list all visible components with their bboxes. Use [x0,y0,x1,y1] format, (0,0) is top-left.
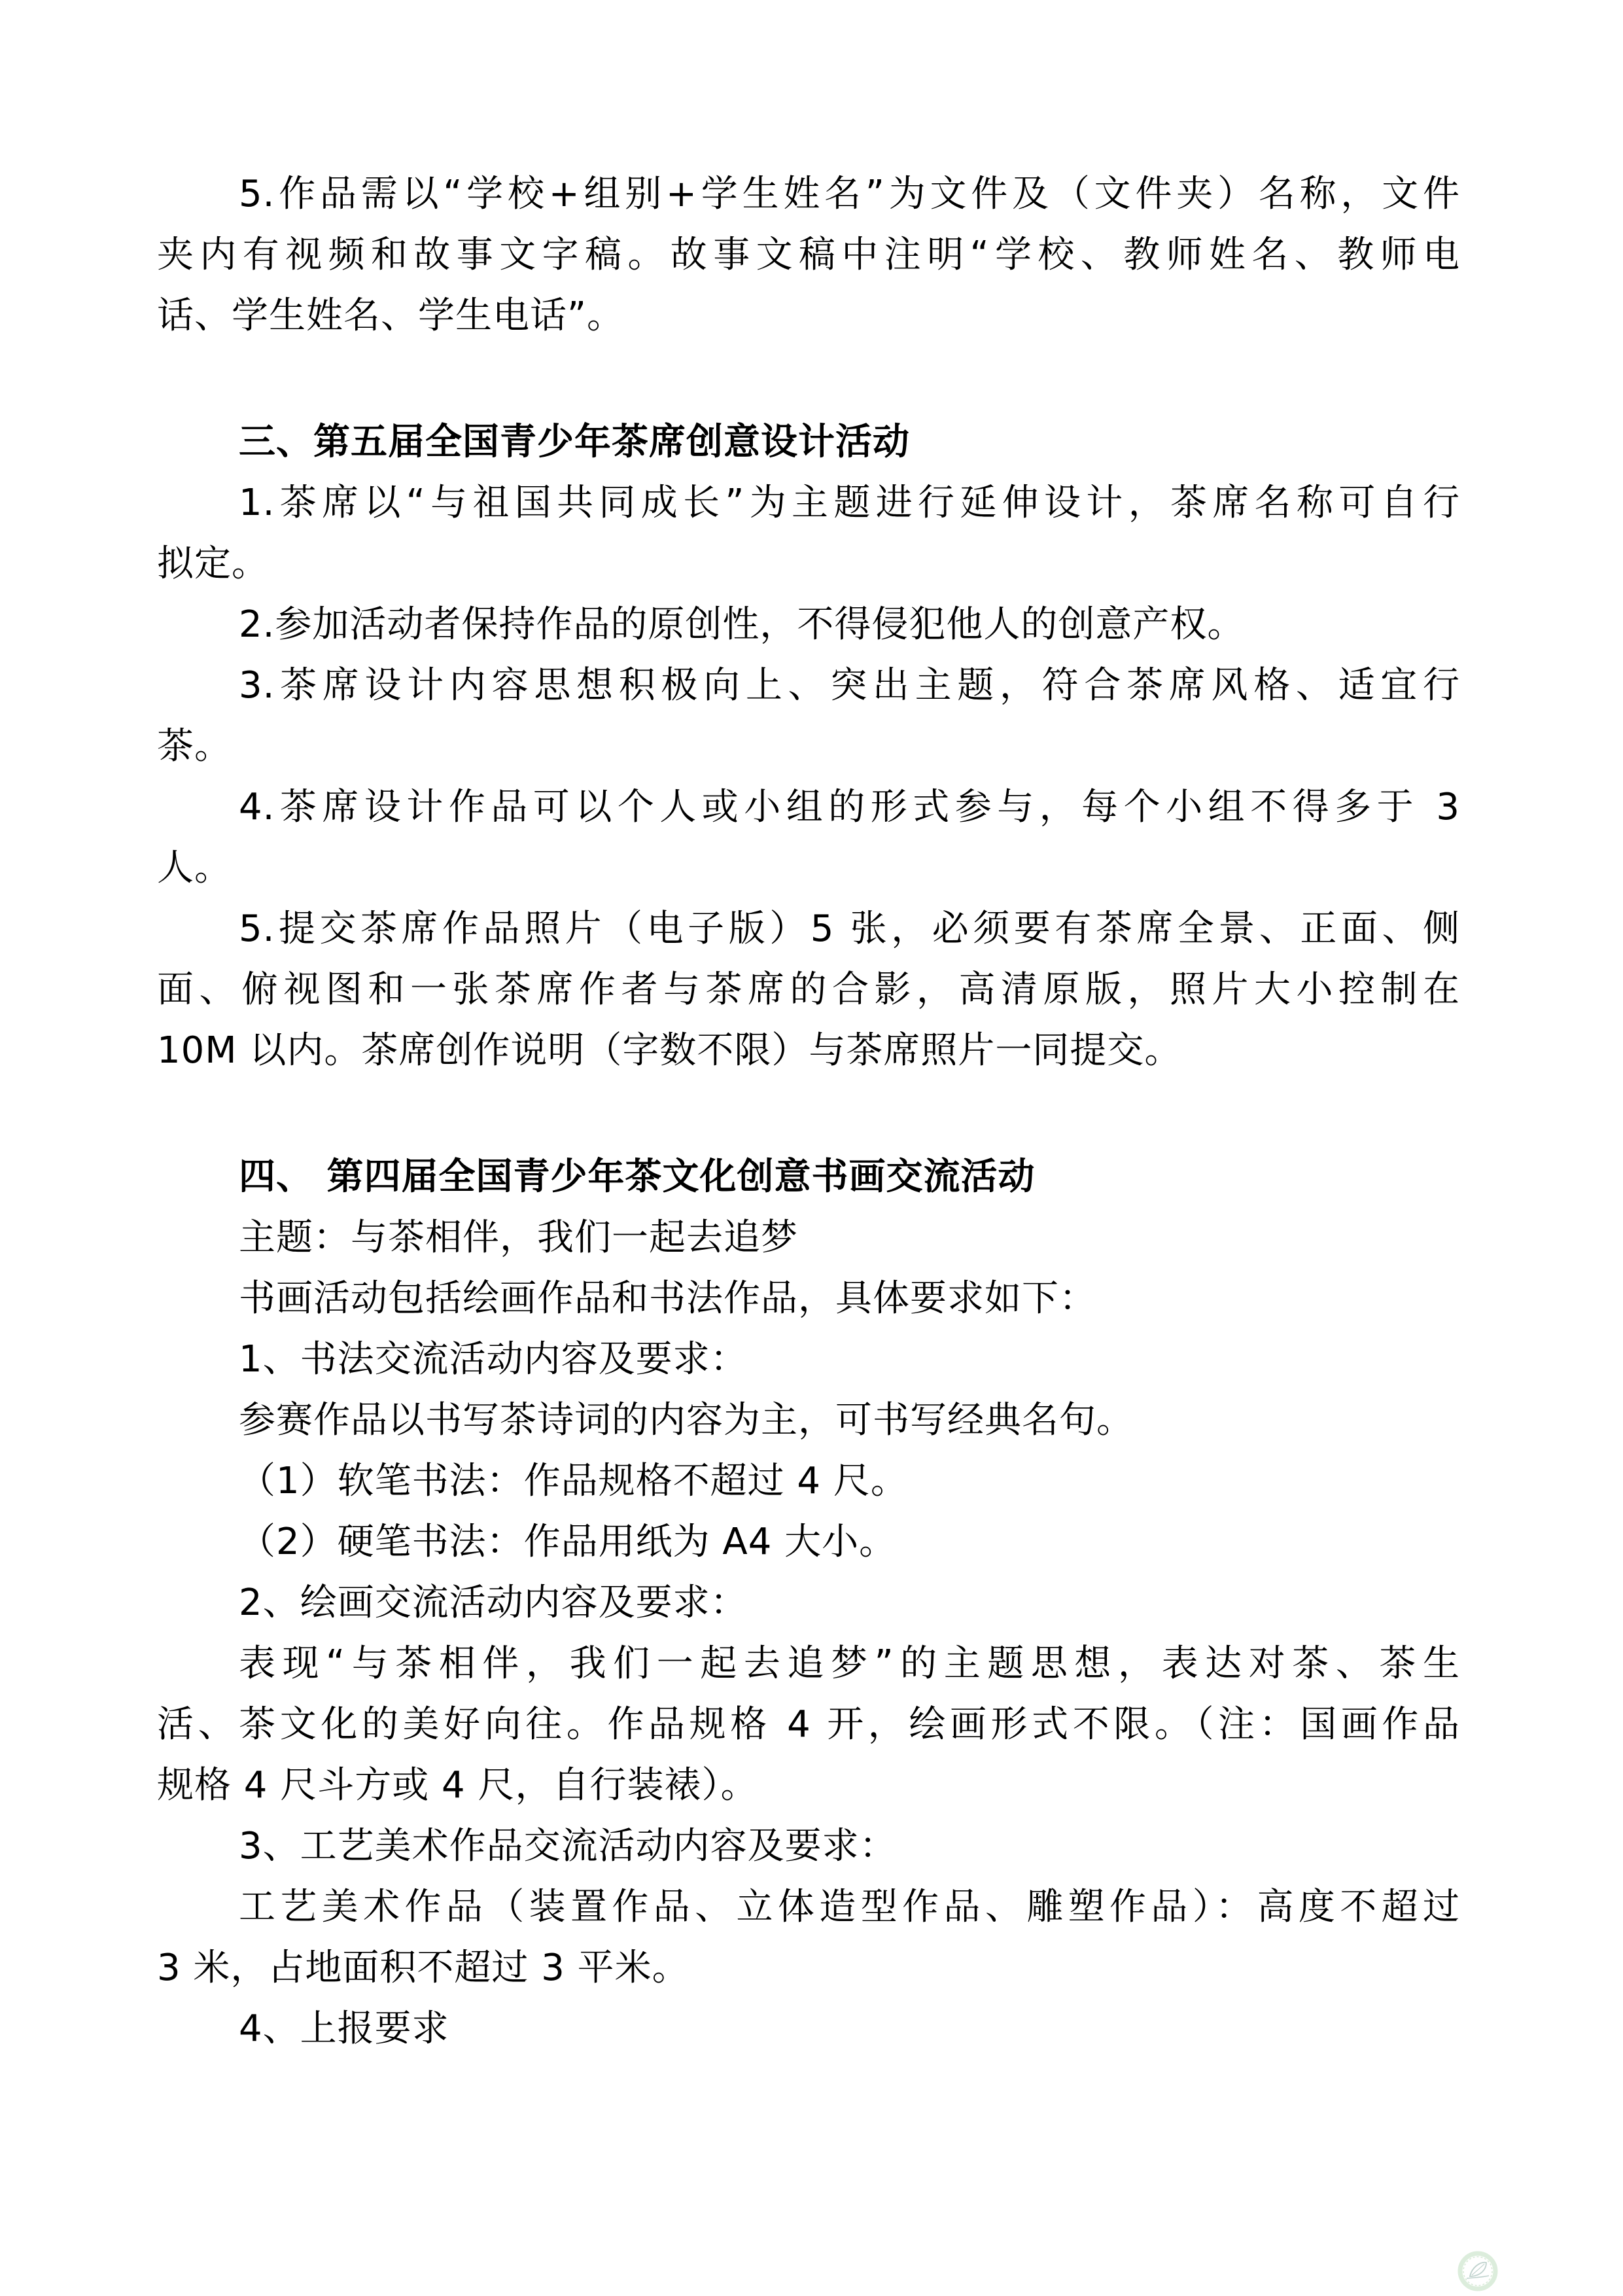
paragraph [157,777,1460,898]
text-line: 工艺美术作品（装置作品、立体造型作品、雕塑作品）：高度不超过 [239,1886,1460,1928]
paragraph [157,898,1460,1081]
paragraph [157,1998,1460,2059]
text-line: 四、 第四届全国青少年茶文化创意书画交流活动 [239,1156,1036,1198]
paragraph [157,1816,1460,1877]
paragraph [157,1329,1460,1390]
text-line: 10M 以内。茶席创作说明（字数不限）与茶席照片一同提交。 [157,1029,1182,1072]
text-line: 话、学生姓名、学生电话”。 [157,294,625,337]
text-line: 夹内有视频和故事文字稿。故事文稿中注明“学校、教师姓名、教师电 [157,234,1460,276]
text-line: 4、上报要求 [239,2007,449,2050]
leaf-seal-watermark [1457,2250,1499,2292]
text-line: 1.茶席以“与祖国共同成长”为主题进行延伸设计，茶席名称可自行 [239,482,1460,524]
text-line: 三、第五届全国青少年茶席创意设计活动 [239,421,910,463]
text-line: 4.茶席设计作品可以个人或小组的形式参与，每个小组不得多于 3 [239,786,1460,828]
section-heading [157,1146,1460,1207]
text-line: 3、工艺美术作品交流活动内容及要求： [239,1825,897,1867]
text-line: 主题：与茶相伴，我们一起去追梦 [239,1216,798,1259]
text-line: 2、绘画交流活动内容及要求： [239,1581,748,1624]
paragraph [157,1572,1460,1633]
paragraph [157,1390,1460,1451]
paragraph [157,164,1460,346]
text-line: 1、书法交流活动内容及要求： [239,1338,748,1381]
paragraph [157,472,1460,594]
leaf-seal-icon [1457,2250,1499,2292]
text-line: 茶。 [157,725,232,768]
paragraph [157,1877,1460,1998]
text-line: （1）软笔书法：作品规格不超过 4 尺。 [239,1460,908,1502]
text-line: 规格 4 尺斗方或 4 尺，自行装裱）。 [157,1764,758,1807]
paragraph [157,1633,1460,1816]
text-line: 拟定。 [157,542,269,585]
paragraph [157,1511,1460,1572]
text-line: （2）硬笔书法：作品用纸为 A4 大小。 [239,1521,897,1563]
section-heading [157,412,1460,472]
text-line: 3 米，占地面积不超过 3 平米。 [157,1947,689,1989]
paragraph [157,1451,1460,1511]
document-body [157,164,1460,2059]
text-line: 表现“与茶相伴，我们一起去追梦”的主题思想，表达对茶、茶生 [239,1642,1460,1685]
text-line: 人。 [157,847,232,889]
text-line: 参赛作品以书写茶诗词的内容为主，可书写经典名句。 [239,1399,1134,1441]
text-line: 2.参加活动者保持作品的原创性，不得侵犯他人的创意产权。 [239,603,1245,646]
paragraph [157,1207,1460,1268]
text-line: 3.茶席设计内容思想积极向上、突出主题，符合茶席风格、适宜行 [239,664,1460,707]
text-line: 书画活动包括绘画作品和书法作品，具体要求如下： [239,1277,1096,1320]
text-line: 5.提交茶席作品照片（电子版）5 张，必须要有茶席全景、正面、侧 [239,908,1460,950]
paragraph [157,1268,1460,1329]
text-line: 面、俯视图和一张茶席作者与茶席的合影，高清原版，照片大小控制在 [157,968,1460,1011]
paragraph [157,655,1460,777]
text-line: 5.作品需以“学校+组别+学生姓名”为文件及（文件夹）名称，文件 [239,173,1460,215]
text-line: 活、茶文化的美好向往。作品规格 4 开，绘画形式不限。（注：国画作品 [157,1703,1460,1746]
paragraph [157,594,1460,655]
